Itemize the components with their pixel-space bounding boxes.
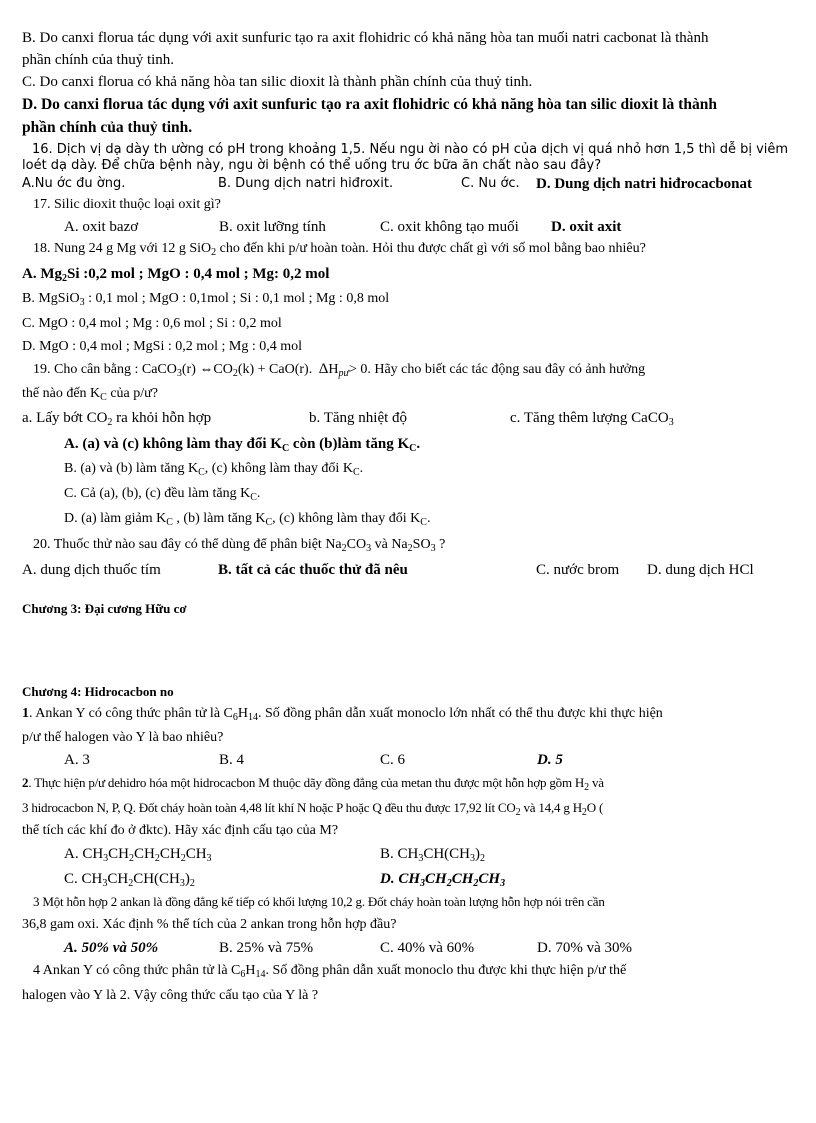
q15-option-b-cont: phần chính của thuỷ tinh. xyxy=(22,52,175,68)
q17-option-a: A. oxit bazơ xyxy=(64,219,139,235)
c4q1-text-line2: p/ư thế halogen vào Y là bao nhiêu? xyxy=(22,730,224,745)
q20-option-d: D. dung dịch HCl xyxy=(647,562,754,578)
c4q1-option-a: A. 3 xyxy=(64,752,90,768)
c4q1-option-c: C. 6 xyxy=(380,752,406,768)
c4q1-option-d: D. 5 xyxy=(537,752,563,768)
q16-option-d: D. Dung dịch natri hiđrocacbonat xyxy=(536,176,753,192)
c4q2-option-c: C. $CH_3CH_2CH(CH_3)_2$ xyxy=(64,871,195,889)
c4q3-text-line1: 3 Một hỗn hợp 2 ankan là đồng đẳng kế tiếp có khối lượng 10,2 g. Đốt cháy hoàn toàn lượng hỗn hợp nói trên cần xyxy=(33,894,605,909)
q18-option-b: B. MgSiO$_3$ : 0,1 mol ; MgO : 0,1mol ; Si : 0,1 mol ; Mg : 0,8 mol xyxy=(22,291,390,308)
c4q3-text-line2: 36,8 gam oxi. Xác định % thể tích của 2 ankan trong hỗn hợp đầu? xyxy=(22,917,397,932)
c4q1-option-b: B. 4 xyxy=(219,752,245,768)
q16-option-c: C. Nu ớc. xyxy=(461,176,520,191)
c4q2-option-d: D. $CH_3CH_2CH_2CH_3$ xyxy=(380,871,506,889)
q18-text: 18. Nung 24 g Mg với 12 g SiO$_2$ cho đến khi p/ư hoàn toàn. Hỏi thu được chất gì với số mol bằng bao nhiêu? xyxy=(33,241,646,258)
q17-text: 17. Silic dioxit thuộc loại oxit gì? xyxy=(33,197,221,212)
c4q2-text-line1: 2. Thực hiện p/ư dehidro hóa một hidrocacbon M thuộc dãy đồng đẳng của metan thu được một hỗn hợp gồm $H_2$ và xyxy=(22,775,604,793)
q15-option-d-cont: phần chính của thuỷ tinh. xyxy=(22,119,193,136)
q20-option-c: C. nước brom xyxy=(536,562,620,578)
q17-option-b: B. oxit lưỡng tính xyxy=(219,219,326,235)
q20-option-b: B. tất cả các thuốc thử đã nêu xyxy=(218,562,408,578)
q19-text-line2: thế nào đến $K_C$ của p/ư? xyxy=(22,386,158,403)
q19-text-line1: 19. Cho cân bằng : CaCO$_3$(r) $\Leftrightarrow CO_2(k) + CaO(r)$. $\Delta H_{pư}> 0$. Hãy cho biết các tác động sau đây có ảnh hưởng xyxy=(33,361,646,379)
q15-option-b: B. Do canxi florua tác dụng với axit sunfuric tạo ra axit flohidric có khả năng hòa tan muối natri cacbonat là thành xyxy=(22,30,709,46)
q16-option-b: B. Dung dịch natri hiđroxit. xyxy=(218,176,394,191)
q18-option-d: D. MgO : 0,4 mol ; MgSi : 0,2 mol ; Mg : 0,4 mol xyxy=(22,339,303,354)
q19-option-d: D. (a) làm giảm $K_C$ , (b) làm tăng $K_C$, (c) không làm thay đổi $K_C$. xyxy=(64,511,431,528)
q16-text-line1: 16. Dịch vị dạ dày th ường có pH trong khoảng 1,5. Nếu ngu ời nào có pH của dịch vị quá nhỏ hơn 1,5 thì dễ bị viêm xyxy=(32,142,789,157)
c4q3-option-c: C. 40% và 60% xyxy=(380,940,475,956)
equilibrium-arrow-icon: ⇔ xyxy=(199,362,214,377)
q18-option-a: A. $Mg_2Si$ :0,2 mol ; MgO : 0,4 mol ; Mg: 0,2 mol xyxy=(22,266,330,284)
q19-option-a: A. (a) và (c) không làm thay đổi $K_C$ còn (b)làm tăng $K_C$. xyxy=(64,436,421,454)
c4q1-text-line1: 1. Ankan Y có công thức phân tử là $C_6H_{14}$. Số đồng phân dẫn xuất monoclo lớn nhất có thể thu được khi thực hiện xyxy=(22,706,663,723)
c4q2-option-a: A. $CH_3CH_2CH_2CH_2CH_3$ xyxy=(64,846,212,864)
q17-option-d: D. oxit axit xyxy=(551,219,622,235)
q20-option-a: A. dung dịch thuốc tím xyxy=(22,562,161,578)
c4q3-option-d: D. 70% và 30% xyxy=(537,940,632,956)
q20-text: 20. Thuốc thử nào sau đây có thể dùng để phân biệt $Na_2CO_3$ và $Na_2SO_3$ ? xyxy=(33,537,446,554)
q19-condition-a: a. Lấy bớt $CO_2$ ra khỏi hỗn hợp xyxy=(22,410,212,428)
c4q2-text-line3: thể tích các khí đo ở đktc). Hãy xác định cấu tạo của M? xyxy=(22,823,339,838)
q15-option-d: D. Do canxi florua tác dụng với axit sunfuric tạo ra axit flohidric có khả năng hòa tan silic dioxit là thành xyxy=(22,96,717,113)
q18-option-c: C. MgO : 0,4 mol ; Mg : 0,6 mol ; Si : 0,2 mol xyxy=(22,316,282,331)
chapter-3-heading: Chương 3: Đại cương Hữu cơ xyxy=(22,601,187,616)
c4q3-option-b: B. 25% và 75% xyxy=(219,940,314,956)
q19-option-b: B. (a) và (b) làm tăng $K_C$, (c) không làm thay đổi $K_C$. xyxy=(64,461,364,478)
c4q4-text-line1: 4 Ankan Y có công thức phân tử là $C_6H_{14}$. Số đồng phân dẫn xuất monoclo thu được khi thực hiện p/ư thế xyxy=(33,963,627,980)
q15-option-c: C. Do canxi florua có khả năng hòa tan silic dioxit là thành phần chính của thuỷ tinh. xyxy=(22,74,533,90)
c4q3-option-a: A. 50% và 50% xyxy=(64,940,159,956)
q19-condition-b: b. Tăng nhiệt độ xyxy=(309,410,408,426)
c4q4-text-line2: halogen vào Y là 2. Vậy công thức cấu tạo của Y là ? xyxy=(22,988,319,1003)
c4q2-text-line2: 3 hidrocacbon N, P, Q. Đốt cháy hoàn toàn 4,48 lít khí N hoặc P hoặc Q đều thu được 17,92 lít $CO_2$ và 14,4 g $H_2O$ ( xyxy=(22,800,604,818)
chapter-4-heading: Chương 4: Hidrocacbon no xyxy=(22,684,174,699)
q17-option-c: C. oxit không tạo muối xyxy=(380,219,519,235)
q19-condition-c: c. Tăng thêm lượng CaCO$_3$ xyxy=(510,410,674,428)
c4q2-option-b: B. $CH_3CH(CH_3)_2$ xyxy=(380,846,486,864)
q16-option-a: A.Nu ớc đu ờng. xyxy=(22,176,126,191)
q19-option-c: C. Cả (a), (b), (c) đều làm tăng $K_C$. xyxy=(64,486,261,503)
q16-text-line2: loét dạ dày. Để chữa bệnh này, ngu ời bệnh có thể uống tru ớc bữa ăn chất nào sau đây? xyxy=(22,158,602,173)
